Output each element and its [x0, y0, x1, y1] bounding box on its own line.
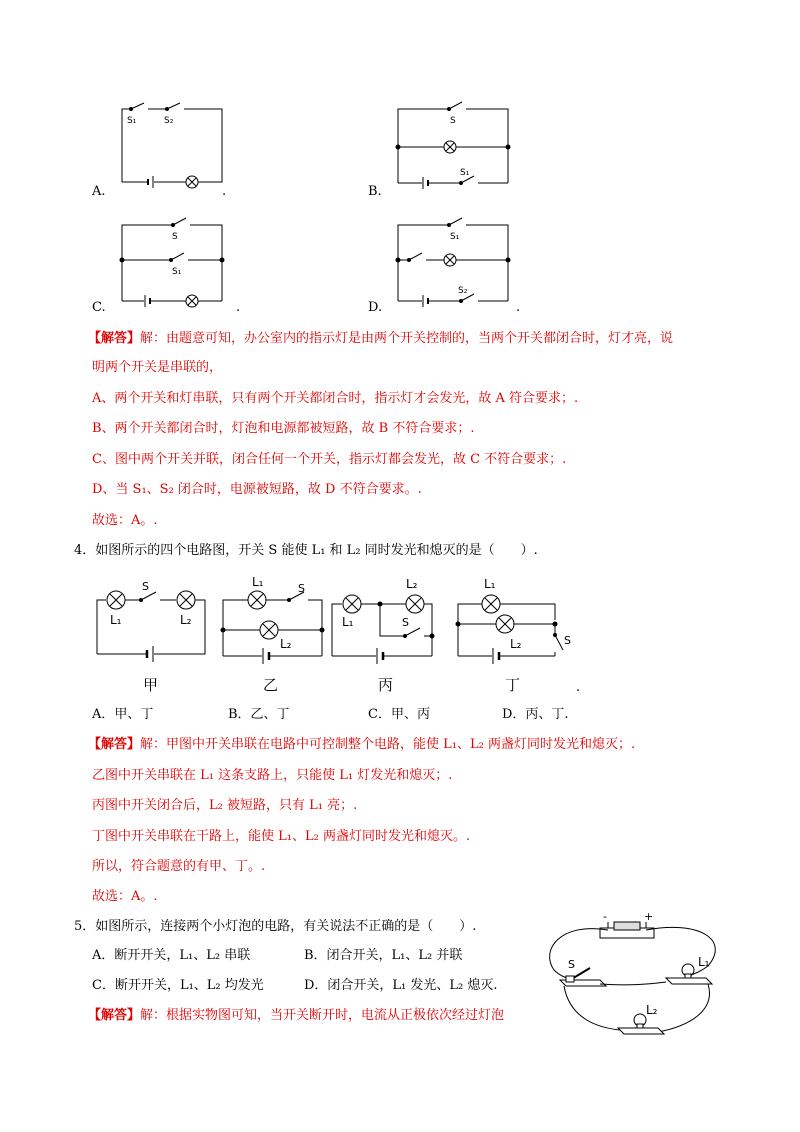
q4-answer-line-5: 所以，符合题意的有甲、丁。. — [92, 859, 266, 874]
q5-option-a: A．断开开关，L₁、L₂ 串联 — [92, 948, 251, 963]
label-s: S — [172, 232, 178, 242]
circuit-figure-jia — [92, 578, 212, 668]
answer-tag: 【解答】 — [88, 737, 141, 752]
q4-stem: 4．如图所示的四个电路图，开关 S 能使 L₁ 和 L₂ 同时发光和熄灭的是（ ）. — [74, 543, 538, 558]
label-l1: L₁ — [252, 575, 264, 589]
q4-answer-line-1 — [88, 736, 635, 754]
label-l1: L₁ — [342, 615, 354, 629]
option-d-label: D. — [368, 300, 383, 315]
label-s: S — [142, 580, 149, 593]
q3-answer-line-5: C、图中两个开关并联，闭合任何一个开关，指示灯都会发光，故 C 不符合要求；. — [92, 452, 567, 467]
label-s1: S₁ — [460, 168, 470, 178]
option-b-label: B. — [368, 184, 382, 199]
label-s2: S₂ — [164, 116, 174, 126]
circuit-figure-ding — [452, 572, 577, 668]
label-l1: L₁ — [110, 613, 122, 627]
q3-answer-choose: 故选：A。. — [92, 513, 158, 528]
q3-answer-line-2: 明两个开关是串联的， — [92, 360, 223, 375]
label-s1: S₁ — [450, 232, 460, 242]
option-d-tail: . — [516, 300, 521, 315]
physical-circuit-figure — [540, 910, 740, 1050]
answer-tag: 【解答】 — [88, 1008, 141, 1023]
label-s: S — [298, 582, 305, 595]
q4-answer-line-2: 乙图中开关串联在 L₁ 这条支路上，只能使 L₁ 灯发光和熄灭；. — [92, 768, 453, 783]
q3-answer-line-3: A、两个开关和灯串联，只有两个开关都闭合时，指示灯才会发光，故 A 符合要求；. — [92, 391, 579, 406]
answer-text: 解：根据实物图可知，当开关断开时，电流从正极依次经过灯泡 — [140, 1008, 505, 1023]
option-a-label: A. — [92, 184, 106, 199]
q5-answer-line-1 — [88, 1007, 504, 1025]
answer-text: 解：由题意可知，办公室内的指示灯是由两个开关控制的，当两个开关都闭合时，灯才亮，说 — [140, 331, 674, 346]
answer-text: 解：甲图中开关串联在电路中可控制整个电路，能使 L₁、L₂ 两盏灯同时发光和熄灭；. — [140, 737, 636, 752]
figure-name-jia: 甲 — [143, 676, 159, 694]
label-s2: S₂ — [458, 286, 468, 296]
circuit-figure-c — [110, 215, 235, 310]
option-c-label: C. — [92, 300, 106, 315]
q4-answer-line-4: 丁图中开关串联在干路上，能使 L₁、L₂ 两盏灯同时发光和熄灭。. — [92, 829, 471, 844]
circuit-figure-b — [390, 95, 515, 190]
label-s: S — [564, 634, 571, 647]
circuit-figure-yi — [218, 572, 328, 668]
q5-stem: 5．如图所示，连接两个小灯泡的电路，有关说法不正确的是（ ）. — [74, 919, 477, 934]
label-s1: S₁ — [172, 267, 182, 277]
figure-name-yi: 乙 — [263, 676, 279, 694]
answer-tag: 【解答】 — [88, 331, 141, 346]
label-s1: S₁ — [127, 116, 137, 126]
label-s: S — [402, 616, 409, 629]
label-l2: L₂ — [510, 637, 522, 651]
q3-answer-line-4: B、两个开关都闭合时，灯泡和电源都被短路，故 B 不符合要求；. — [92, 421, 475, 436]
q5-option-d: D．闭合开关，L₁ 发光、L₂ 熄灭. — [304, 978, 498, 993]
q5-option-c: C．断开开关，L₁、L₂ 均发光 — [92, 978, 264, 993]
q4-option-a: A．甲、丁 — [92, 707, 154, 722]
label-l2: L₂ — [280, 637, 292, 651]
q5-option-b: B．闭合开关，L₁、L₂ 并联 — [304, 948, 463, 963]
q4-option-d: D．丙、丁. — [502, 707, 569, 722]
figure-row-tail: . — [576, 680, 581, 695]
q4-answer-choose: 故选：A。. — [92, 889, 158, 904]
switch-label: S — [568, 958, 575, 971]
q3-answer-line-1 — [88, 330, 673, 348]
battery-minus-label: - — [603, 910, 607, 923]
option-c-tail: . — [236, 300, 241, 315]
label-l2: L₂ — [406, 577, 418, 591]
bulb-l2-label: L₂ — [646, 1003, 658, 1017]
circuit-figure-d — [390, 215, 515, 310]
figure-name-bing: 丙 — [378, 676, 394, 694]
bulb-l1-label: L₁ — [698, 955, 710, 969]
q4-option-c: C．甲、丙 — [368, 707, 430, 722]
circuit-figure-a — [110, 95, 235, 190]
label-s: S — [450, 116, 456, 126]
label-l2: L₂ — [180, 613, 192, 627]
label-l1: L₁ — [484, 577, 496, 591]
figure-name-ding: 丁 — [505, 676, 521, 694]
circuit-figure-bing — [328, 572, 438, 668]
q4-option-b: B．乙、丁 — [228, 707, 290, 722]
q4-answer-line-3: 丙图中开关闭合后，L₂ 被短路，只有 L₁ 亮；. — [92, 798, 358, 813]
option-a-tail: . — [222, 184, 227, 199]
battery-plus-label: + — [644, 910, 654, 923]
q3-answer-line-6: D、当 S₁、S₂ 闭合时，电源被短路，故 D 不符合要求。. — [92, 482, 422, 497]
